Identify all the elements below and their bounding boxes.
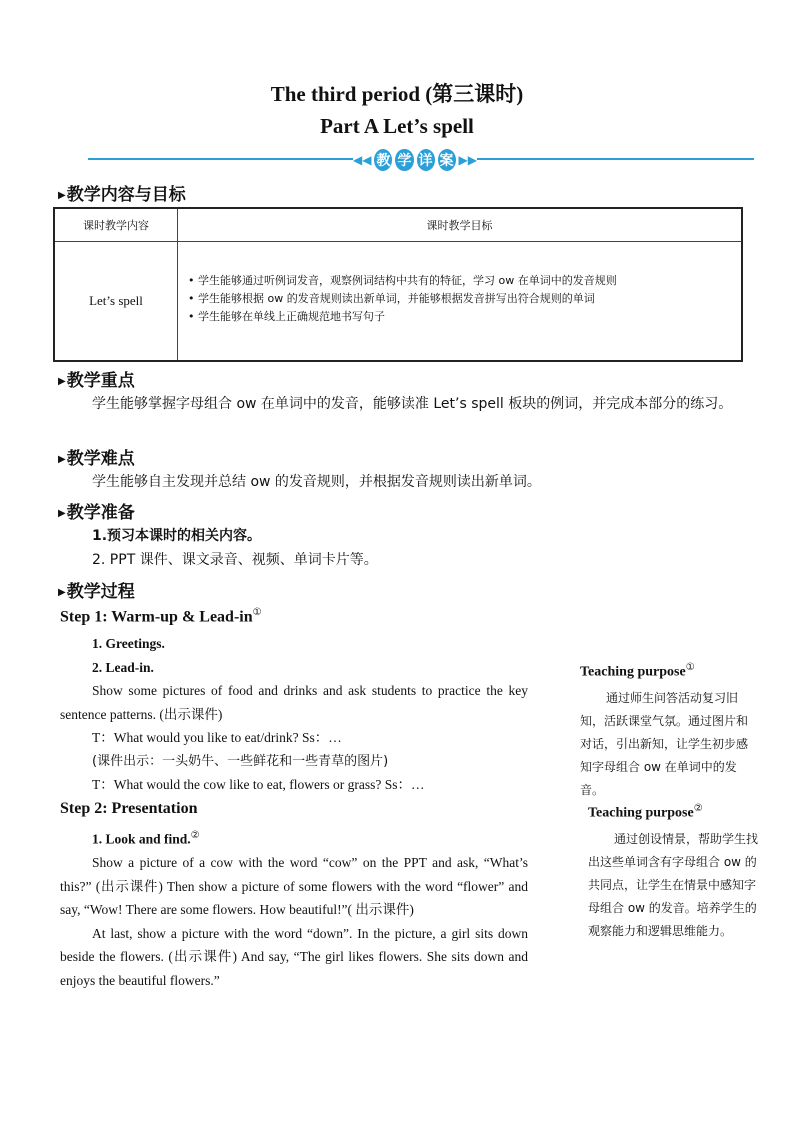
section-heading-preparation: ▶教学准备 — [58, 503, 135, 523]
footnote-mark: ② — [190, 830, 200, 841]
triangle-bullet-icon: ▶ — [58, 376, 66, 387]
triangle-bullet-icon: ▶ — [58, 587, 66, 598]
sidebar-note-text: 通过师生问答活动复习旧知，活跃课堂气氛。通过图片和对话，引出新知，让学生初步感知字母组合 ow 在单词中的发音。 — [580, 690, 749, 797]
preparation-item-1: 1.预习本课时的相关内容。 — [92, 528, 262, 544]
right-arrows-icon: ▶▶ — [458, 153, 477, 167]
banner-char: 学 — [395, 149, 413, 171]
step2-paragraph: At last, show a picture with the word “down”. In the picture, a girl sits down beside the flowers. (出示课件) And say, “The girl likes flowers. She sits down and enjoys the beautiful flowers.” — [60, 925, 528, 988]
step1-item: 2. Lead-in. — [92, 659, 154, 675]
triangle-bullet-icon: ▶ — [58, 190, 66, 201]
step1-body — [60, 632, 528, 797]
section-banner — [353, 147, 477, 173]
sidebar-note-text: 通过创设情景，帮助学生找出这些单词含有字母组合 ow 的共同点，让学生在情景中感知字母组合 ow 的发音。培养学生的观察能力和逻辑思维能力。 — [588, 831, 759, 938]
banner-char: 详 — [417, 149, 435, 171]
step2-title: Step 2: Presentation — [60, 800, 198, 817]
page-title: The third period (第三课时) — [270, 82, 524, 106]
triangle-bullet-icon: ▶ — [58, 454, 66, 465]
banner-char: 案 — [438, 149, 456, 171]
step2-item: 1. Look and find.② — [92, 830, 200, 847]
table-header-content: 课时教学内容 — [54, 208, 178, 242]
section-heading-difficulties: ▶教学难点 — [58, 449, 135, 469]
sidebar-note-heading: Teaching purpose① — [580, 662, 695, 680]
step1-item: 1. Greetings. — [92, 636, 165, 651]
step2-body — [60, 824, 528, 992]
table-cell-content: Let’s spell — [54, 242, 178, 362]
step1-title: Step 1: Warm-up & Lead-in① — [60, 607, 262, 626]
goal-item: • 学生能够通过听例词发音，观察例词结构中共有的特征，学习 ow 在单词中的发音规则 — [188, 274, 617, 287]
section-heading-content-goals: ▶教学内容与目标 — [58, 185, 186, 205]
section-heading-process: ▶教学过程 — [58, 582, 135, 602]
sidebar-note-heading: Teaching purpose② — [588, 803, 703, 821]
step1-dialogue-2: T：What would the cow like to eat, flowers or grass? Ss：… — [92, 777, 425, 792]
footnote-mark: ① — [685, 662, 695, 673]
triangle-bullet-icon: ▶ — [58, 508, 66, 519]
sidebar-note-1 — [580, 662, 752, 802]
sidebar-note-2 — [588, 803, 758, 943]
preparation-item-2: 2. PPT 课件、课文录音、视频、单词卡片等。 — [92, 552, 378, 568]
difficulties-text: 学生能够自主发现并总结 ow 的发音规则，并根据发音规则读出新单词。 — [92, 474, 541, 490]
goal-item: • 学生能够在单线上正确规范地书写句子 — [188, 310, 385, 323]
step2-paragraph: Show a picture of a cow with the word “cow” on the PPT and ask, “What’s this?” (出示课件) Then show a picture of some flowers with the word “flower” and say, “Wow! There are some flowers. How beautiful!”( 出示课件) — [60, 855, 528, 917]
table-cell-goals — [178, 242, 743, 362]
goal-item: • 学生能够根据 ow 的发音规则读出新单词，并能够根据发音拼写出符合规则的单词 — [188, 292, 595, 305]
footnote-mark: ① — [252, 607, 262, 618]
page-subtitle: Part A Let’s spell — [320, 114, 474, 138]
left-arrows-icon: ◀◀ — [353, 153, 372, 167]
step1-dialogue-1: T：What would you like to eat/drink? Ss：… — [92, 730, 342, 745]
step1-paragraph: Show some pictures of food and drinks and ask students to practice the key sentence patterns. (出示课件) — [60, 683, 528, 722]
table-header-goals: 课时教学目标 — [178, 208, 743, 242]
banner-char: 教 — [374, 149, 392, 171]
step1-courseware-note: (课件出示：一头奶牛、一些鲜花和一些青草的图片) — [92, 753, 389, 769]
objectives-table — [53, 207, 743, 362]
key-points-text: 学生能够掌握字母组合 ow 在单词中的发音，能够读准 Let’s spell 板块的例词，并完成本部分的练习。 — [92, 396, 733, 412]
section-heading-key-points: ▶教学重点 — [58, 371, 135, 391]
footnote-mark: ② — [693, 803, 703, 814]
